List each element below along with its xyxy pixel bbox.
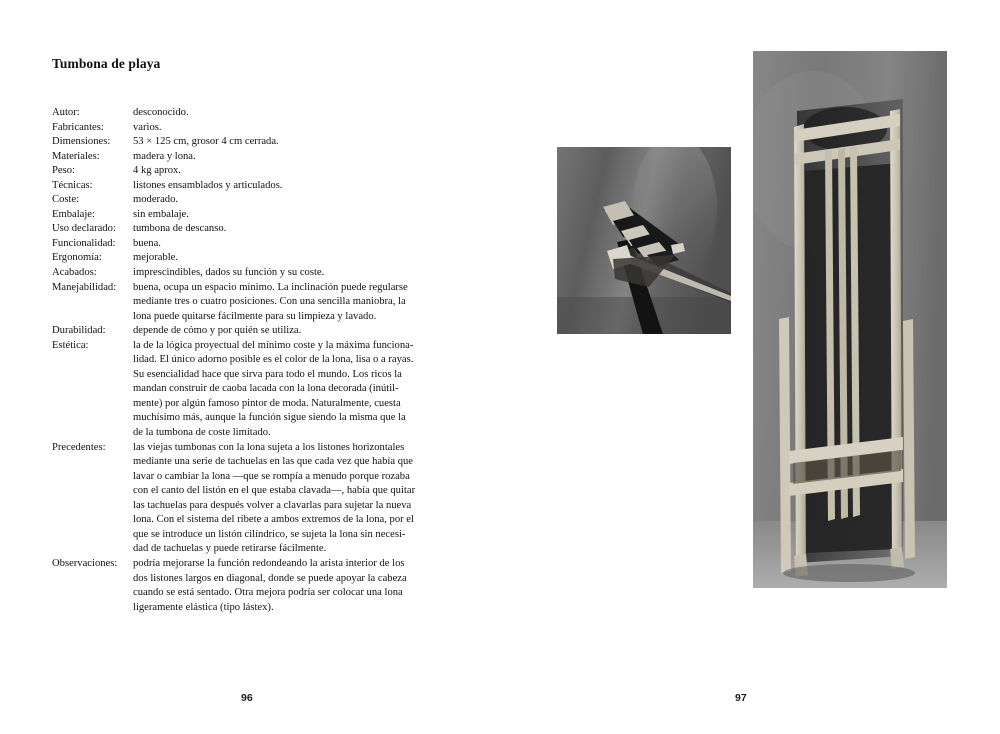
spec-row-value: [133, 106, 447, 121]
folded-chair-photo-graphic: [753, 51, 947, 588]
spec-row: [52, 121, 447, 136]
spec-row-value: [133, 557, 447, 615]
spec-row-value: [133, 281, 447, 325]
spec-row: [52, 237, 447, 252]
spec-row-label: Dimensiones:: [52, 136, 111, 148]
spec-row-label: Acabados:: [52, 267, 97, 279]
spec-row: [52, 222, 447, 237]
spec-row-value-line: ligeramente elástica (tipo lástex).: [133, 601, 274, 613]
spec-row-value-line: lona. Con el sistema del ribete a ambos extremos de la lona, por el: [133, 514, 414, 526]
spec-row-value: [133, 121, 447, 136]
spec-row-label: Materiales:: [52, 150, 100, 162]
spec-row-value: [133, 150, 447, 165]
spec-row-value-line: imprescindibles, dados su función y su coste.: [133, 267, 325, 279]
spec-row: [52, 164, 447, 179]
spec-row-value-line: las viejas tumbonas con la lona sujeta a los listones horizontales: [133, 441, 405, 453]
spec-row-value-line: mediante tres o cuatro posiciones. Con una sencilla maniobra, la: [133, 296, 406, 308]
spec-row-label: Peso:: [52, 165, 75, 177]
spec-row-label: Uso declarado:: [52, 223, 116, 235]
specification-table: [52, 106, 447, 615]
spec-row-value: [133, 179, 447, 194]
spec-row-label: Durabilidad:: [52, 325, 106, 337]
spec-row-value-line: tumbona de descanso.: [133, 223, 227, 235]
spec-row-label: Ergonomía:: [52, 252, 102, 264]
spec-row-value-line: muchísimo más, aunque la función sigue siendo la misma que la: [133, 412, 406, 424]
spec-row-label: Embalaje:: [52, 208, 95, 220]
spec-row-value: [133, 251, 447, 266]
spec-row-value-line: cuando se está sentado. Otra mejora podría ser colocar una lona: [133, 587, 403, 599]
spec-row-value-line: desconocido.: [133, 107, 189, 118]
spec-row: [52, 324, 447, 339]
spec-row: [52, 150, 447, 165]
spec-row-value: [133, 324, 447, 339]
spec-row-value: [133, 237, 447, 252]
page-number-right: 97: [735, 692, 747, 704]
spec-row-value-line: sin embalaje.: [133, 208, 189, 220]
spec-row-value-line: Su esencialidad hace que sirva para todo el mundo. Los ricos la: [133, 368, 402, 380]
spec-row-value-line: madera y lona.: [133, 150, 196, 162]
detail-photo-graphic: [557, 147, 731, 334]
spec-row: [52, 135, 447, 150]
spec-row-label: Coste:: [52, 194, 80, 206]
spec-row-value: [133, 193, 447, 208]
spec-row-value-line: con el canto del listón en el que estaba clavada—, había que quitar: [133, 485, 416, 497]
spec-row-value-line: mandan construir de caoba lacada con la lona decorada (inútil-: [133, 383, 399, 395]
spec-row-label: Observaciones:: [52, 557, 118, 569]
spec-row: [52, 557, 447, 615]
spec-row-value-line: lavar o cambiar la lona —que se rompía a menudo porque rozaba: [133, 470, 410, 482]
spec-row: [52, 266, 447, 281]
spec-row-value-line: dad de tachuelas y puede retirarse fácilmente.: [133, 543, 327, 555]
spec-row-label: Manejabilidad:: [52, 281, 117, 293]
spec-row-value: [133, 266, 447, 281]
spec-row-value-line: mejorable.: [133, 252, 179, 264]
spec-row: [52, 441, 447, 557]
spec-row-value-line: que se introduce un listón cilíndrico, se sujeta la lona sin necesi-: [133, 528, 406, 540]
spec-row-value: [133, 208, 447, 223]
spec-row-label: Funcionalidad:: [52, 237, 116, 249]
spec-row-label: Precedentes:: [52, 441, 106, 453]
spec-row: [52, 281, 447, 325]
spec-row-value-line: listones ensamblados y articulados.: [133, 179, 283, 191]
spec-row: [52, 208, 447, 223]
spec-row-value: [133, 339, 447, 441]
spec-row-value: [133, 441, 447, 557]
spec-row: [52, 193, 447, 208]
spec-row-value-line: podría mejorarse la función redondeando la arista interior de los: [133, 557, 405, 569]
spec-row: [52, 106, 447, 121]
spec-row-value-line: mente) por algún famoso pintor de moda. Naturalmente, cuesta: [133, 397, 401, 409]
spec-row-value-line: la de la lógica proyectual del mínimo coste y la máxima funciona-: [133, 339, 414, 351]
spec-row-value-line: buena.: [133, 237, 161, 249]
spec-row-value-line: lidad. El único adorno posible es el color de la lona, lisa o a rayas.: [133, 354, 414, 366]
specification-rows: [52, 106, 447, 615]
spec-row-value-line: moderado.: [133, 194, 179, 206]
spec-row-label: Autor:: [52, 107, 80, 118]
spec-row-value: [133, 135, 447, 150]
spec-row-value-line: 53 × 125 cm, grosor 4 cm cerrada.: [133, 136, 279, 148]
spec-row-value: [133, 164, 447, 179]
spec-row-value: [133, 222, 447, 237]
spec-row: [52, 179, 447, 194]
spec-row-value-line: lona puede quitarse fácilmente para su limpieza y lavado.: [133, 310, 377, 322]
spec-row-value-line: de la tumbona de coste limitado.: [133, 427, 271, 439]
spec-row-label: Estética:: [52, 339, 89, 351]
page-title: Tumbona de playa: [52, 56, 161, 71]
spec-row: [52, 251, 447, 266]
spec-row-value-line: las tachuelas para después volver a clavarlas para sujetar la nueva: [133, 499, 412, 511]
page-number-left: 96: [241, 692, 253, 704]
spec-row-label: Técnicas:: [52, 179, 93, 191]
spec-row-value-line: buena, ocupa un espacio mínimo. La inclinación puede regularse: [133, 281, 408, 293]
spec-row-value-line: varios.: [133, 121, 162, 133]
spec-row-value-line: dos listones largos en diagonal, donde se puede apoyar la cabeza: [133, 572, 407, 584]
deck-chair-detail-photo: [557, 147, 731, 334]
spec-row-value-line: 4 kg aprox.: [133, 165, 181, 177]
spec-row-value-line: depende de cómo y por quién se utiliza.: [133, 325, 302, 337]
spec-row-value-line: mediante una serie de tachuelas en las que cada vez que había que: [133, 456, 414, 468]
deck-chair-folded-photo: [753, 51, 947, 588]
spec-row: [52, 339, 447, 441]
spec-row-label: Fabricantes:: [52, 121, 104, 133]
